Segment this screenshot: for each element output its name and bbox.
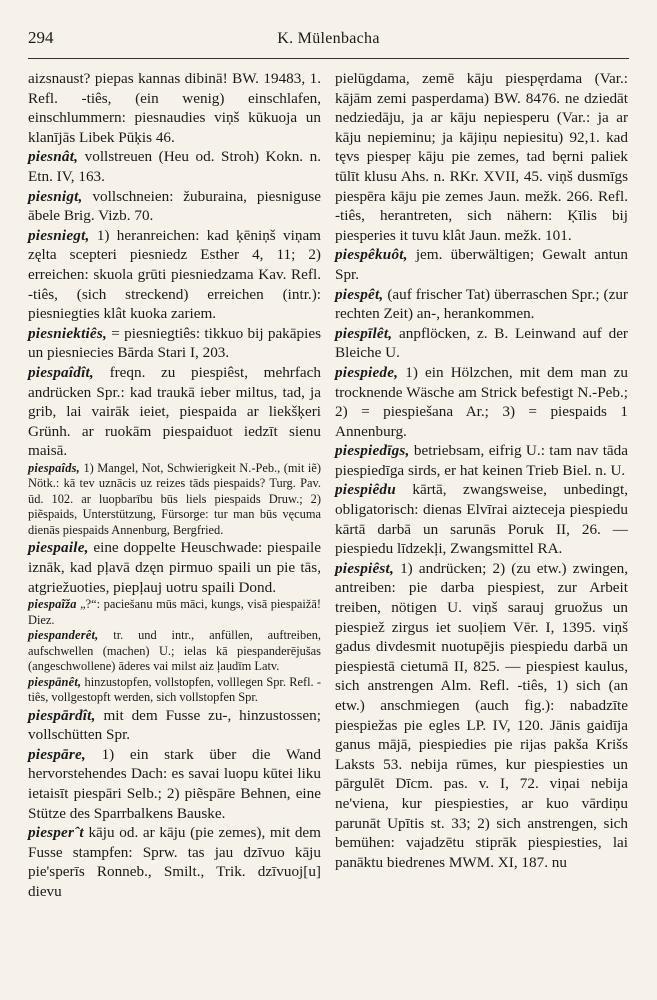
dictionary-entry	[335, 480, 628, 558]
entry-text: freqn. zu piespiêst, mehrfach andrücken Spr.: kad traukā ieber miltus, tad, ja grib, lai vairāk ieiet, piespaida ar liekšķeri Grünh. ar ruokām piespaiduot iedzīt sienu maisā.	[28, 363, 321, 460]
entry-text: „?“: paciešanu mūs māci, kungs, visā piespaižā! Diez.	[28, 597, 321, 627]
entry-text: 1) ein stark über die Wand hervorstehendes Dach: es savai luopu kūtei liku ietaisīt piespāri Selb.; 2) piẽspāre Behnen, eine Stütze des Sparrbalkens Bauske.	[28, 745, 321, 822]
entry-headword: piesniegt,	[28, 226, 90, 244]
dictionary-entry	[335, 324, 628, 363]
entry-headword: piespaĩža	[28, 597, 77, 612]
entry-text: hinzustopfen, vollstopfen, volllegen Spr. Refl. -tiês, vollgestopft werden, sich vollstopfen Spr.	[28, 674, 321, 705]
page-number: 294	[28, 28, 54, 47]
entry-text: mit dem Fusse zu-, hinzustossen; vollschütten Spr.	[28, 706, 321, 744]
entry-headword: piespaîdît,	[28, 363, 94, 381]
entry-text: kārtā, zwangsweise, unbedingt, obligatorisch: dienas Elvīrai aizteceja piespiedu kārtā darbā un sarunās Poruk II, 26. — piespiedu līdzekļi, Zwangsmittel RA.	[335, 481, 628, 558]
header-rule	[28, 58, 629, 59]
entry-text: kāju od. ar kāju (pie zemes), mit dem Fusse stampfen: Sprw. tas jau dzīvuo kāju pie'sperīs Ronneb., Smilt., Trik. dzīvuoj[u] dievu	[28, 824, 321, 900]
entry-headword: piesnigt,	[28, 187, 83, 205]
entry-text: 1) ein Hölzchen, mit dem man zu trocknende Wäsche am Strick befestigt N.-Peb.; 2) = piespiešana Ar.; 3) = piespaids 1 Annenburg.	[335, 363, 628, 440]
columns	[28, 69, 629, 902]
entry-text: tr. und intr., anfüllen, auftreiben, aufschwellen (machen) U.; ielas kā piespanderējušas (angeschwollene) āderes vai milst aiz ļaudīm Latv.	[28, 628, 321, 674]
entry-headword: piespāre,	[28, 745, 86, 763]
dictionary-entry	[28, 226, 321, 324]
running-head: K. Mülenbacha	[277, 30, 380, 47]
dictionary-entry	[335, 441, 628, 480]
dictionary-entry	[28, 675, 321, 706]
entry-text: anpflöcken, z. B. Leinwand auf der Bleiche U.	[335, 324, 628, 362]
entry-text: eine doppelte Heuschwade: piespaile iznāk, kad pļavā dzęn pirmuo spaili un pie tās, atgriežuoties, piepļauj uotru spaili Dond.	[28, 539, 321, 596]
entry-headword: piespārdît,	[28, 706, 96, 724]
entry-headword: piespiêst,	[335, 559, 394, 577]
entry-text: 1) Mangel, Not, Schwierigkeit N.-Peb., (mit iẽ) Nötk.: kā tev uznācis uz reizes tāds piespaids? Turg. Pav. ūd. 102. ar luopbarību būs liels piespaids Druw.; 2) piẽspaids, Unterstützung, Fürsorge: tur man būs vęcuma dienās piespaids Annenburg, Bergfried.	[28, 460, 321, 537]
dictionary-entry	[28, 745, 321, 823]
entry-text: betriebsam, eifrig U.: tam nav tāda piespiedīga sirds, er hat keinen Trieb Biel. n. U.	[335, 442, 628, 479]
dictionary-entry	[335, 245, 628, 284]
dictionary-entry	[335, 559, 628, 873]
dictionary-entry	[28, 706, 321, 745]
dictionary-entry	[28, 187, 321, 226]
entry-headword: piesniektiês,	[28, 324, 107, 342]
dictionary-entry	[28, 538, 321, 597]
entry-headword: piespānêt,	[28, 674, 82, 689]
entry-headword: piespīlêt,	[335, 324, 393, 342]
dictionary-entry	[28, 147, 321, 186]
page-header	[28, 28, 629, 54]
entry-headword: piespanderêt,	[28, 628, 99, 643]
entry-text: 1) andrücken; 2) (zu etw.) zwingen, antreiben: pie darba piespiest, zur Arbeit treiben, nötigen U. viņš sarauj gruožus un piespiež zirgus iet suoļiem Vēr. I, 1395. viņš gadus divdesmit nuotupējis piespiedu darbā un piespiestā cietumā II, 825. — piespiest kaulus, sich anstrengen Alm. Refl. -tiês, 1) sich (an etw.) anschmiegen (auch fig.): nabadzīte piespiežas pie egles LP. IV, 120. Jānis gaidīja ganus mājā, piespiedies pie rijas pakša Krišs Laksts 53. nebija rūmes, kur piespiesties un pārgulēt Dīcm. pas. v. I, 72. viņai nebija ne'viena, kur piespiesties, ar kuo vārdiņu parunāt Upītis st. 33; 2) sich anstrengen, sich bemühen: vajadzētu stiprāk piespiesties, lai panāktu biedrenes MWM. XI, 187. nu	[335, 559, 628, 871]
dictionary-entry	[335, 363, 628, 441]
entry-text: jem. überwältigen; Gewalt antun Spr.	[335, 246, 628, 283]
left-column	[28, 69, 321, 902]
entry-headword: piespaîds,	[28, 460, 80, 475]
entry-text: pielūgdama, zemē kāju piespęrdama (Var.: kājām zemi pasperdama) BW. 8476. ne dziedāt nedziedāju, ja ar kāju nepiesperu (Var.: ja ar kāju nepieminu; ja kājiņu nepiesitu) 92,1. kad tęvs piespeŗ kāju pie zemes, tad bęrni paliek tūlīt klusu Ahs. n. RKr. XVII, 45. viņš dusmīgs piespēra kāju pie zemes Jaun. mežk. 266. Refl. -tiês, herantreten, sich nähern: Ķīlis bij piesperies it tuvu klât Jaun. mežk. 101.	[335, 70, 628, 244]
dictionary-entry	[28, 823, 321, 901]
dictionary-entry	[28, 628, 321, 675]
right-column	[335, 69, 628, 902]
entry-headword: piespiede,	[335, 363, 399, 381]
entry-headword: piespiedīgs,	[335, 442, 410, 460]
entry-text: (auf frischer Tat) überraschen Spr.; (zur rechten Zeit) an-, herankommen.	[335, 285, 628, 323]
dictionary-entry	[28, 461, 321, 539]
dictionary-entry	[28, 324, 321, 363]
entry-headword: piesperˆt	[28, 824, 84, 842]
dictionary-entry	[28, 363, 321, 461]
entry-text: aizsnaust? piepas kannas dibinā! BW. 19483, 1. Refl. -tiês, (ein wenig) einschlafen, einschlummern: piesnaudies viņš kūkuoja un klanījās Libek Pūķis 46.	[28, 70, 321, 146]
dictionary-entry	[335, 69, 628, 245]
entry-headword: piespêt,	[335, 285, 384, 303]
entry-text: = piesniegtiês: tikkuo bij pakāpies un piesniecies Bārda Stari I, 203.	[28, 324, 321, 362]
entry-headword: piespaile,	[28, 539, 89, 557]
entry-headword: piespêkuôt,	[335, 246, 408, 264]
dictionary-entry	[28, 597, 321, 628]
entry-text: 1) heranreichen: kad ķēniņš viņam zęlta scepteri piesniedz Esther 4, 11; 2) erreichen: skuola grūti piesniedzama Kav. Refl. -tiês, (sich streckend) erreichen (intr.): piesniegties klât kuoka zariem.	[28, 226, 321, 323]
entry-text: vollschneien: žuburaina, piesniguse ābele Brig. Vizb. 70.	[28, 187, 321, 225]
dictionary-entry	[335, 285, 628, 324]
dictionary-entry	[28, 69, 321, 147]
entry-headword: piespiêdu	[335, 481, 396, 499]
entry-text: vollstreuen (Heu od. Stroh) Kokn. n. Etn. IV, 163.	[28, 148, 321, 185]
entry-headword: piesnât,	[28, 148, 79, 166]
